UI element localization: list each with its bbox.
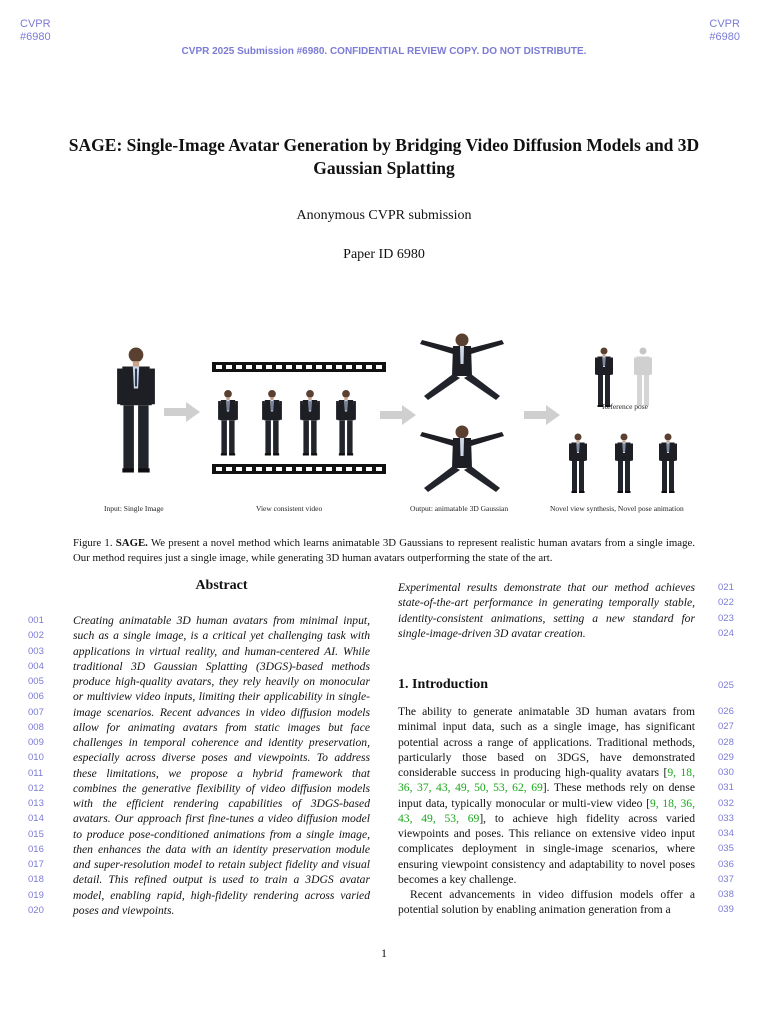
figure-caption [73, 536, 695, 566]
line-numbers-left [28, 613, 44, 918]
figure-label-reference: Reference pose [602, 402, 649, 411]
arrow-icon [380, 405, 416, 425]
intro-text: ], to achieve high fidelity across varied viewpoints and poses. This reliance on extensive video input complicates deployment in single-image scenarios, where ensuring viewpoint consistency and adaptability to novel poses becomes a key challenge. [398, 811, 695, 886]
caption-text: We present a novel method which learns animatable 3D Gaussians to represent realistic human avatars from a single image. Our method requires just a single image, while generating 3D human avatars outperforming the state of the art. [73, 537, 695, 564]
line-number: 012 [28, 782, 44, 794]
output-gaussian-avatar [420, 334, 504, 493]
line-number: 016 [28, 843, 44, 855]
cvpr-tag-right-name: CVPR [709, 18, 740, 30]
line-number: 020 [28, 904, 44, 916]
input-person-image [117, 348, 155, 473]
line-number: 039 [718, 904, 734, 916]
line-number: 017 [28, 859, 44, 870]
line-number: 024 [718, 627, 734, 639]
line-number: 018 [28, 874, 44, 886]
line-numbers-right-top [718, 580, 734, 641]
abstract-body: Creating animatable 3D human avatars from minimal input, such as a single image, is a critical yet challenging task with applications in virtual reality, and human-centered AI. While traditional 3D Gaussian Splatting (3DGS)-based methods produce high-quality avatars, they rely heavily on monocular or multiview video inputs, limiting their applicability in single-image scenarios. Recent advances in video diffusion models allow for animating avatars from static images but face challenges in temporal coherence and identity preservation, especially across diverse poses and viewpoints. To address these limitations, we propose a hybrid framework that combines the generative flexibility of video diffusion models with the efficient rendering capabilities of 3DGS-based avatars. Our approach first fine-tunes a video diffusion model to produce pose-conditioned animations from a single image, then enhances the data with an identity preservation module and super-resolution model to retain subject fidelity and visual detail. This refined output is used to train a 3DGS avatar model, enabling rapid, high-fidelity rendering across varied poses and viewpoints. [73, 614, 370, 917]
figure-label-output: Output: animatable 3D Gaussian [410, 504, 509, 513]
line-number: 009 [28, 737, 44, 748]
line-number: 033 [718, 812, 734, 824]
paper-author: Anonymous CVPR submission [296, 208, 472, 223]
cvpr-tag-left-number: #6980 [20, 31, 51, 43]
cvpr-tag-right [709, 18, 740, 44]
line-number: 019 [28, 889, 44, 901]
figure-label-novel: Novel view synthesis, Novel pose animation [550, 504, 684, 513]
line-numbers-right-body [718, 704, 734, 918]
line-number-intro-heading [718, 678, 734, 693]
line-number: 015 [28, 828, 44, 840]
confidential-notice: CVPR 2025 Submission #6980. CONFIDENTIAL REVIEW COPY. DO NOT DISTRIBUTE. [181, 46, 587, 57]
line-number: 038 [718, 889, 734, 900]
introduction-heading: 1. Introduction [398, 677, 488, 692]
page-number: 1 [381, 946, 387, 960]
line-number: 002 [28, 630, 44, 642]
introduction-body [398, 704, 695, 918]
intro-text: The ability to generate animatable 3D human avatars from minimal input data, such as a single image, has significant potential across a range of applications. Traditional methods, particularly those based on 3DGS, have demonstrated considerable success in producing high-quality avatars [ [398, 705, 695, 779]
line-number: 023 [718, 612, 734, 624]
abstract-continuation: Experimental results demonstrate that our method achieves state-of-the-art performance in generating temporally stable, identity-consistent animations, setting a new standard for single-image-driven 3D avatar creation. [398, 581, 695, 640]
line-number: 034 [718, 828, 734, 839]
teaser-figure-graphic [90, 318, 700, 518]
arrow-icon [164, 402, 200, 422]
line-number: 037 [718, 873, 734, 885]
line-number: 032 [718, 797, 734, 809]
citation-link[interactable]: 9, 18, 36, 37, 43, 49, 50, 53, 62, 69 [398, 766, 695, 795]
intro-paragraph-2: Recent advancements in video diffusion models offer a potential solution by enabling animation generation from a [398, 888, 695, 917]
citation-link[interactable]: 9, 18, 36, 43, 49, 53, 69 [398, 796, 695, 825]
line-number: 013 [28, 798, 44, 809]
cvpr-tag-right-number: #6980 [709, 31, 740, 43]
line-number: 001 [28, 615, 44, 626]
line-number: 027 [718, 721, 734, 733]
film-strip [212, 362, 386, 474]
figure-label-video: View consistent video [256, 504, 323, 513]
line-number: 006 [28, 691, 44, 703]
teaser-figure [90, 318, 700, 518]
figure-label-input: Input: Single Image [104, 504, 164, 513]
line-number: 029 [718, 751, 734, 763]
line-number: 005 [28, 676, 44, 687]
intro-paragraph-1 [398, 704, 695, 887]
line-number: 021 [718, 582, 734, 593]
line-number: 004 [28, 660, 44, 672]
line-number: 026 [718, 706, 734, 717]
arrow-icon [524, 405, 560, 425]
intro-text: ]. These methods rely on dense input data, typically monocular or multi-view video [ [398, 781, 696, 810]
line-number: 028 [718, 736, 734, 748]
abstract-heading: Abstract [195, 578, 248, 593]
line-number: 030 [718, 767, 734, 778]
caption-bold: SAGE. [115, 537, 148, 549]
line-number: 008 [28, 721, 44, 733]
paper-title: SAGE: Single-Image Avatar Generation by Bridging Video Diffusion Models and 3D Gaussian Splatting [68, 135, 700, 178]
novel-view-images [569, 434, 677, 494]
reference-pose-image [595, 348, 652, 408]
cvpr-tag-left [20, 18, 51, 44]
paper-id: Paper ID 6980 [343, 247, 425, 262]
line-number: 003 [28, 645, 44, 657]
cvpr-tag-left-name: CVPR [20, 18, 51, 30]
caption-prefix: Figure 1. [73, 537, 113, 549]
line-number: 022 [718, 597, 734, 609]
line-number: 011 [28, 767, 44, 779]
line-number: 035 [718, 843, 734, 855]
line-number: 036 [718, 858, 734, 870]
line-number: 031 [718, 782, 734, 794]
line-number: 025 [718, 680, 734, 691]
line-number: 014 [28, 813, 44, 825]
line-number: 007 [28, 706, 44, 718]
line-number: 010 [28, 752, 44, 764]
